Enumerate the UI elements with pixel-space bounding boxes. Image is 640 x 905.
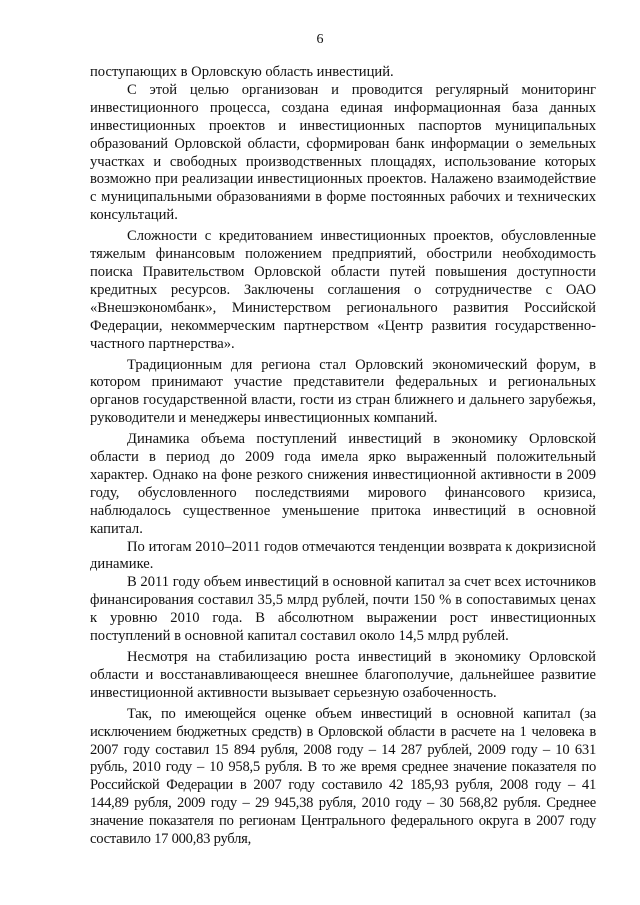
paragraph-crediting: Сложности с кредитованием инвестиционных проектов, обусловленные тяжелым финансовым положением предприятий, обострили необходимость поиска Правительством Орловской области путей повышения доступности кредитных ресурсов. Заключены соглашения о сотрудничестве с ОАО «Внешэкономбанк», Министерством регионального развития Российской Федерации, некоммерческим партнерством «Центр развития государственно-частного партнерства». [90,228,596,352]
page-number: 6 [316,32,324,47]
paragraph-recovery-trend: По итогам 2010–2011 годов отмечаются тенденции возврата к докризисной динамике. [90,538,596,573]
paragraph-concern: Несмотря на стабилизацию роста инвестиций в экономику Орловской области и восстанавливающееся внешнее благополучие, дальнейшее развитие инвестиционной активности вызывает серьезную озабоченность. [90,649,596,701]
paragraph-investment-dynamics: Динамика объема поступлений инвестиций в экономику Орловской области в период до 2009 года имела ярко выраженный положительный характер. Однако на фоне резкого снижения инвестиционной активности в 2009 году, обусловленного последствиями мирового финансового кризиса, наблюдалось существенное уменьшение притока инвестиций в основной капитал. [90,431,596,537]
document-body [90,64,596,849]
paragraph-2011-investment: В 2011 году объем инвестиций в основной капитал за счет всех источников финансирования составил 35,5 млрд рублей, почти 150 % в сопоставимых ценах к уровню 2010 года. В абсолютном выражении рост инвестиционных поступлений в основной капитал составил около 14,5 млрд рублей. [90,574,596,645]
paragraph-economic-forum: Традиционным для региона стал Орловский экономический форум, в котором принимают участие представители федеральных и региональных органов государственной власти, гости из стран ближнего и дальнего зарубежья, руководители и менеджеры инвестиционных компаний. [90,356,596,427]
paragraph-monitoring: С этой целью организован и проводится регулярный мониторинг инвестиционного процесса, создана единая информационная база данных инвестиционных проектов и инвестиционных паспортов муниципальных образований Орловской области, сформирован банк информации о земельных участках и свободных производственных площадях, использование которых возможно при реализации инвестиционных проектов. Налажено взаимодействие с муниципальными образованиями в форме постоянных рабочих и технических консультаций. [90,81,596,224]
paragraph-per-capita-comparison: Так, по имеющейся оценке объем инвестиций в основной капитал (за исключением бюджетных средств) в Орловской области в расчете на 1 человека в 2007 году составил 15 894 рубля, 2008 году – 14 287 рублей, 2009 году – 10 631 рубль, 2010 году – 10 958,5 рубля. В то же время среднее значение показателя по Российской Федерации в 2007 году составило 42 185,93 рубля, 2008 году – 41 144,89 рубля, 2009 году – 29 945,38 рубля, 2010 году – 30 568,82 рубля. Среднее значение показателя по регионам Центрального федерального округа в 2007 году составило 17 000,83 рубля, [90,705,596,848]
paragraph-continuation: поступающих в Орловскую область инвестиций. [90,64,394,80]
